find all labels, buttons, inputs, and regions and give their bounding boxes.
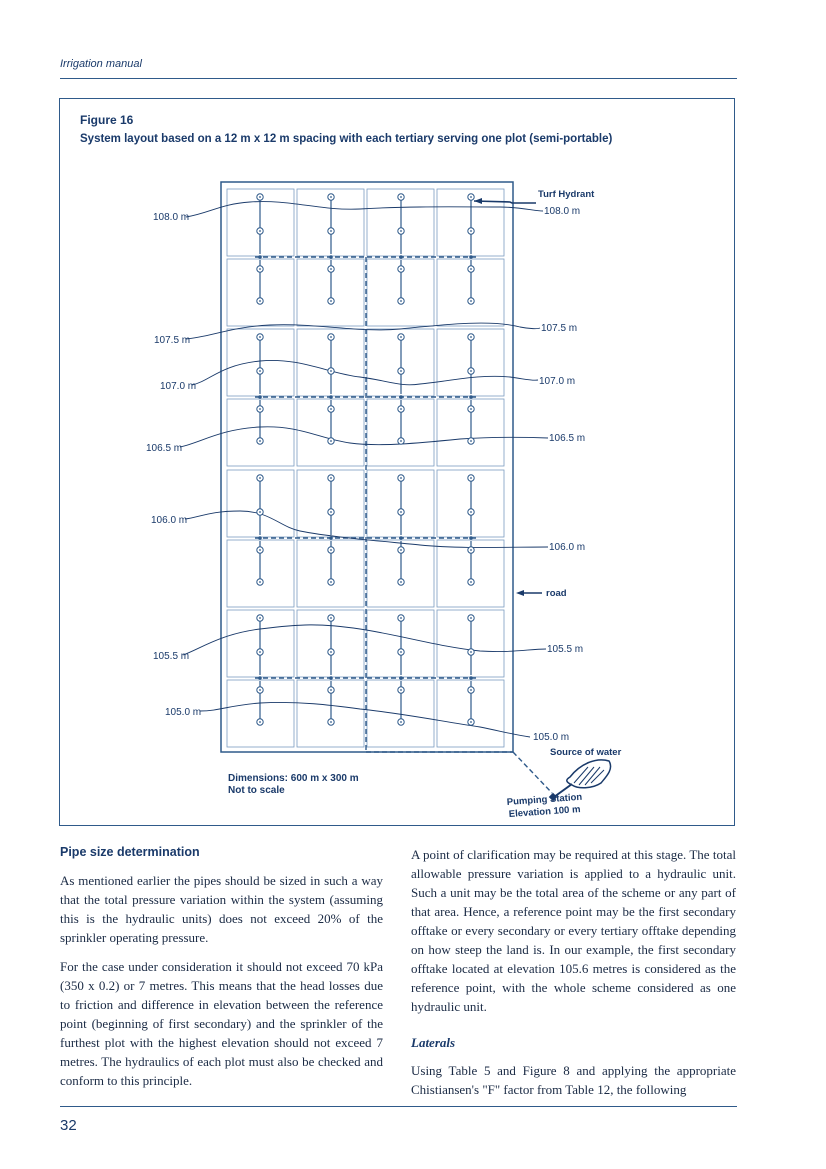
- sprinkler-center: [259, 549, 261, 551]
- sprinkler-center: [330, 477, 332, 479]
- sprinkler-center: [259, 617, 261, 619]
- sprinkler-center: [259, 689, 261, 691]
- contour-line: [183, 625, 546, 655]
- sprinkler-center: [330, 300, 332, 302]
- sprinkler-center: [330, 721, 332, 723]
- sprinkler-center: [400, 651, 402, 653]
- sprinkler-center: [470, 230, 472, 232]
- sprinkler-center: [330, 581, 332, 583]
- sprinkler-center: [259, 511, 261, 513]
- sprinkler-center: [470, 549, 472, 551]
- sprinkler-center: [259, 336, 261, 338]
- sprinkler-center: [470, 440, 472, 442]
- sprinkler-center: [400, 408, 402, 410]
- subheading: Laterals: [411, 1035, 456, 1050]
- sprinkler-center: [470, 477, 472, 479]
- sprinkler-center: [470, 196, 472, 198]
- pumping-station-label: Pumping Station: [506, 791, 583, 808]
- source-of-water-label: Source of water: [550, 747, 622, 758]
- sprinkler-center: [400, 336, 402, 338]
- contour-label-left: 107.0 m: [160, 381, 197, 392]
- sprinkler-center: [400, 268, 402, 270]
- contour-label-right: 106.0 m: [549, 542, 586, 553]
- section-heading: Pipe size determination: [60, 845, 200, 859]
- hydrant-node: [329, 536, 333, 540]
- sprinkler-center: [470, 336, 472, 338]
- paragraph: As mentioned earlier the pipes should be sized in such a way that the total pressure variation within the system (assuming this is the hydraulic units) does not exceed 20% of the sprinkler operating pressure.: [60, 873, 383, 945]
- sprinkler-center: [400, 511, 402, 513]
- sprinkler-center: [259, 196, 261, 198]
- contour-label-right: 108.0 m: [544, 206, 581, 217]
- contour-label-left: 105.0 m: [165, 707, 202, 718]
- sprinkler-center: [470, 300, 472, 302]
- sprinkler-center: [400, 581, 402, 583]
- contour-label-left: 108.0 m: [153, 212, 190, 223]
- sprinkler-center: [330, 689, 332, 691]
- contour-label-left: 106.0 m: [151, 515, 188, 526]
- sprinkler-center: [330, 408, 332, 410]
- turf-hydrant-label: Turf Hydrant: [538, 189, 595, 200]
- sprinkler-center: [259, 581, 261, 583]
- contour-label-right: 107.5 m: [541, 323, 578, 334]
- elevation-label: Elevation 100 m: [508, 804, 581, 820]
- sprinkler-center: [330, 617, 332, 619]
- hydrant-node: [329, 676, 333, 680]
- paragraph: For the case under consideration it should not exceed 70 kPa (350 x 0.2) or 7 metres. This means that the head losses due to friction and difference in elevation between the reference point (beginning of first secondary) and the sprinkler of the furthest plot with the highest elevation should not exceed 7 metres. The hydraulics of each plot must also be checked and conform to this principle.: [60, 959, 383, 1088]
- hydrant-node: [258, 395, 262, 399]
- sprinkler-center: [330, 230, 332, 232]
- contour-line: [200, 702, 530, 737]
- arrow-icon: [516, 590, 524, 596]
- sprinkler-center: [470, 370, 472, 372]
- water-hatching: [574, 767, 604, 785]
- sprinkler-center: [330, 336, 332, 338]
- figure-title: System layout based on a 12 m x 12 m spacing with each tertiary serving one plot (semi-portable): [80, 133, 613, 145]
- hydrant-node: [399, 255, 403, 259]
- sprinkler-center: [400, 617, 402, 619]
- sprinkler-center: [400, 689, 402, 691]
- hydrant-node: [399, 536, 403, 540]
- sprinkler-center: [259, 370, 261, 372]
- hydrant-node: [329, 395, 333, 399]
- not-to-scale-label: Not to scale: [228, 785, 285, 796]
- figure-number: Figure 16: [80, 113, 134, 127]
- hydrant-node: [469, 395, 473, 399]
- sprinkler-center: [259, 268, 261, 270]
- contour-label-right: 107.0 m: [539, 376, 576, 387]
- sprinkler-center: [470, 268, 472, 270]
- sprinkler-center: [330, 196, 332, 198]
- hydrant-node: [469, 536, 473, 540]
- sprinkler-center: [330, 549, 332, 551]
- contour-label-right: 105.0 m: [533, 732, 570, 743]
- sprinkler-center: [259, 440, 261, 442]
- contour-label-right: 106.5 m: [549, 433, 586, 444]
- road-label: road: [546, 588, 567, 599]
- hydrant-node: [469, 255, 473, 259]
- contour-line: [186, 202, 543, 217]
- hydrant-node: [258, 676, 262, 680]
- sprinkler-center: [330, 511, 332, 513]
- contour-label-left: 107.5 m: [154, 335, 191, 346]
- sprinkler-center: [400, 300, 402, 302]
- sprinkler-center: [470, 689, 472, 691]
- contour-label-left: 105.5 m: [153, 651, 190, 662]
- sprinkler-center: [259, 477, 261, 479]
- sprinkler-center: [259, 230, 261, 232]
- hydrant-node: [258, 255, 262, 259]
- hydrant-node: [329, 255, 333, 259]
- contour-line: [186, 323, 540, 339]
- sprinkler-center: [470, 581, 472, 583]
- running-header: Irrigation manual: [60, 58, 142, 70]
- sprinkler-center: [259, 721, 261, 723]
- arrow-icon: [474, 198, 482, 204]
- hydrant-node: [258, 536, 262, 540]
- paragraph: A point of clarification may be required at this stage. The total allowable pressure variation is applied to a hydraulic unit. Such a unit may be the total area of the scheme or any part of that area. Hence, a reference point may be the first secondary offtake or every secondary or every tertiary offtake depending on how steep the land is. In our example, the first secondary offtake located at elevation 105.6 metres is considered as the reference point, with the whole scheme considered as one hydraulic unit.: [411, 847, 736, 1014]
- sprinkler-center: [470, 511, 472, 513]
- figure-box: [59, 98, 735, 826]
- dimensions-label: Dimensions: 600 m x 300 m: [228, 773, 359, 784]
- sprinkler-center: [330, 268, 332, 270]
- sprinkler-center: [400, 370, 402, 372]
- sprinkler-center: [330, 651, 332, 653]
- sprinkler-center: [470, 617, 472, 619]
- pipe-network: [255, 197, 552, 793]
- sprinkler-center: [400, 196, 402, 198]
- hydrant-node: [399, 676, 403, 680]
- page-number: 32: [60, 1117, 77, 1134]
- hydrant-node: [399, 395, 403, 399]
- sprinkler-center: [259, 300, 261, 302]
- sprinkler-center: [330, 370, 332, 372]
- sprinkler-center: [330, 440, 332, 442]
- sprinkler-center: [400, 549, 402, 551]
- sprinkler-center: [470, 651, 472, 653]
- paragraph: Using Table 5 and Figure 8 and applying the appropriate Chistiansen's "F" factor from Table 12, the following: [411, 1063, 736, 1097]
- sprinkler-center: [470, 408, 472, 410]
- sprinkler-center: [470, 721, 472, 723]
- layout-diagram: [60, 99, 736, 827]
- sprinkler-center: [400, 230, 402, 232]
- contour-line: [192, 360, 538, 385]
- contour-label-left: 106.5 m: [146, 443, 183, 454]
- sprinkler-center: [259, 408, 261, 410]
- header-rule: [60, 78, 737, 79]
- sprinkler-center: [259, 651, 261, 653]
- sprinkler-center: [400, 477, 402, 479]
- hydrant-node: [469, 676, 473, 680]
- sprinkler-center: [400, 721, 402, 723]
- footer-rule: [60, 1106, 737, 1107]
- turf-hydrant-pointer: [474, 201, 536, 203]
- supply-pipe: [513, 752, 552, 793]
- sprinkler-center: [400, 440, 402, 442]
- contour-label-right: 105.5 m: [547, 644, 584, 655]
